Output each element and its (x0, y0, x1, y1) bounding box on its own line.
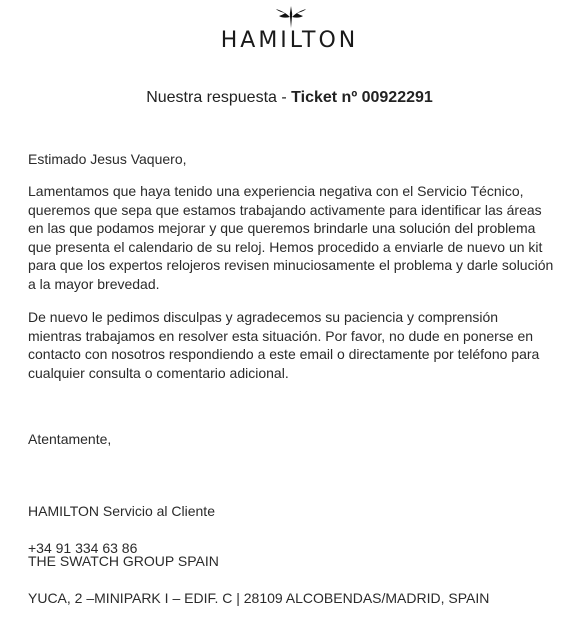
ticket-number: Ticket nº 00922291 (291, 89, 433, 106)
message-paragraph-1: Lamentamos que haya tenido una experiencia negativa con el Servicio Técnico, queremos que sepa que estamos trabajando activamente para identificar las áreas en las que podamos mejorar y que queremos brindarle una solución del problema que presenta el calendario de su reloj. Hemos procedido a enviarle de nuevo un kit para que los expertos relojeros revisen minuciosamente el problema y darle solución a la mayor brevedad. (28, 183, 554, 292)
hamilton-logo-icon (274, 5, 308, 29)
subject-prefix: Nuestra respuesta - (146, 89, 292, 106)
signature-phone: +34 91 334 63 86 (28, 539, 138, 556)
brand-wordmark: HAMILTON (220, 28, 359, 53)
message-paragraph-2: De nuevo le pedimos disculpas y agradecemos su paciencia y comprensión mientras trabajamos en resolver esta situación. Por favor, no dude en ponerse en contacto con nosotros respondiendo a este email o directamente por teléfono para cualquier consulta o comentario adicional. (28, 309, 540, 381)
signature-department: HAMILTON Servicio al Cliente (28, 502, 215, 519)
signature-address: YUCA, 2 –MINIPARK I – EDIF. C | 28109 ALCOBENDAS/MADRID, SPAIN (28, 589, 490, 606)
email-subject (0, 88, 579, 108)
greeting: Estimado Jesus Vaquero, (28, 151, 187, 167)
signature-company: THE SWATCH GROUP SPAIN (28, 552, 219, 569)
signature-company-block (28, 533, 558, 626)
closing: Atentamente, (28, 431, 112, 447)
